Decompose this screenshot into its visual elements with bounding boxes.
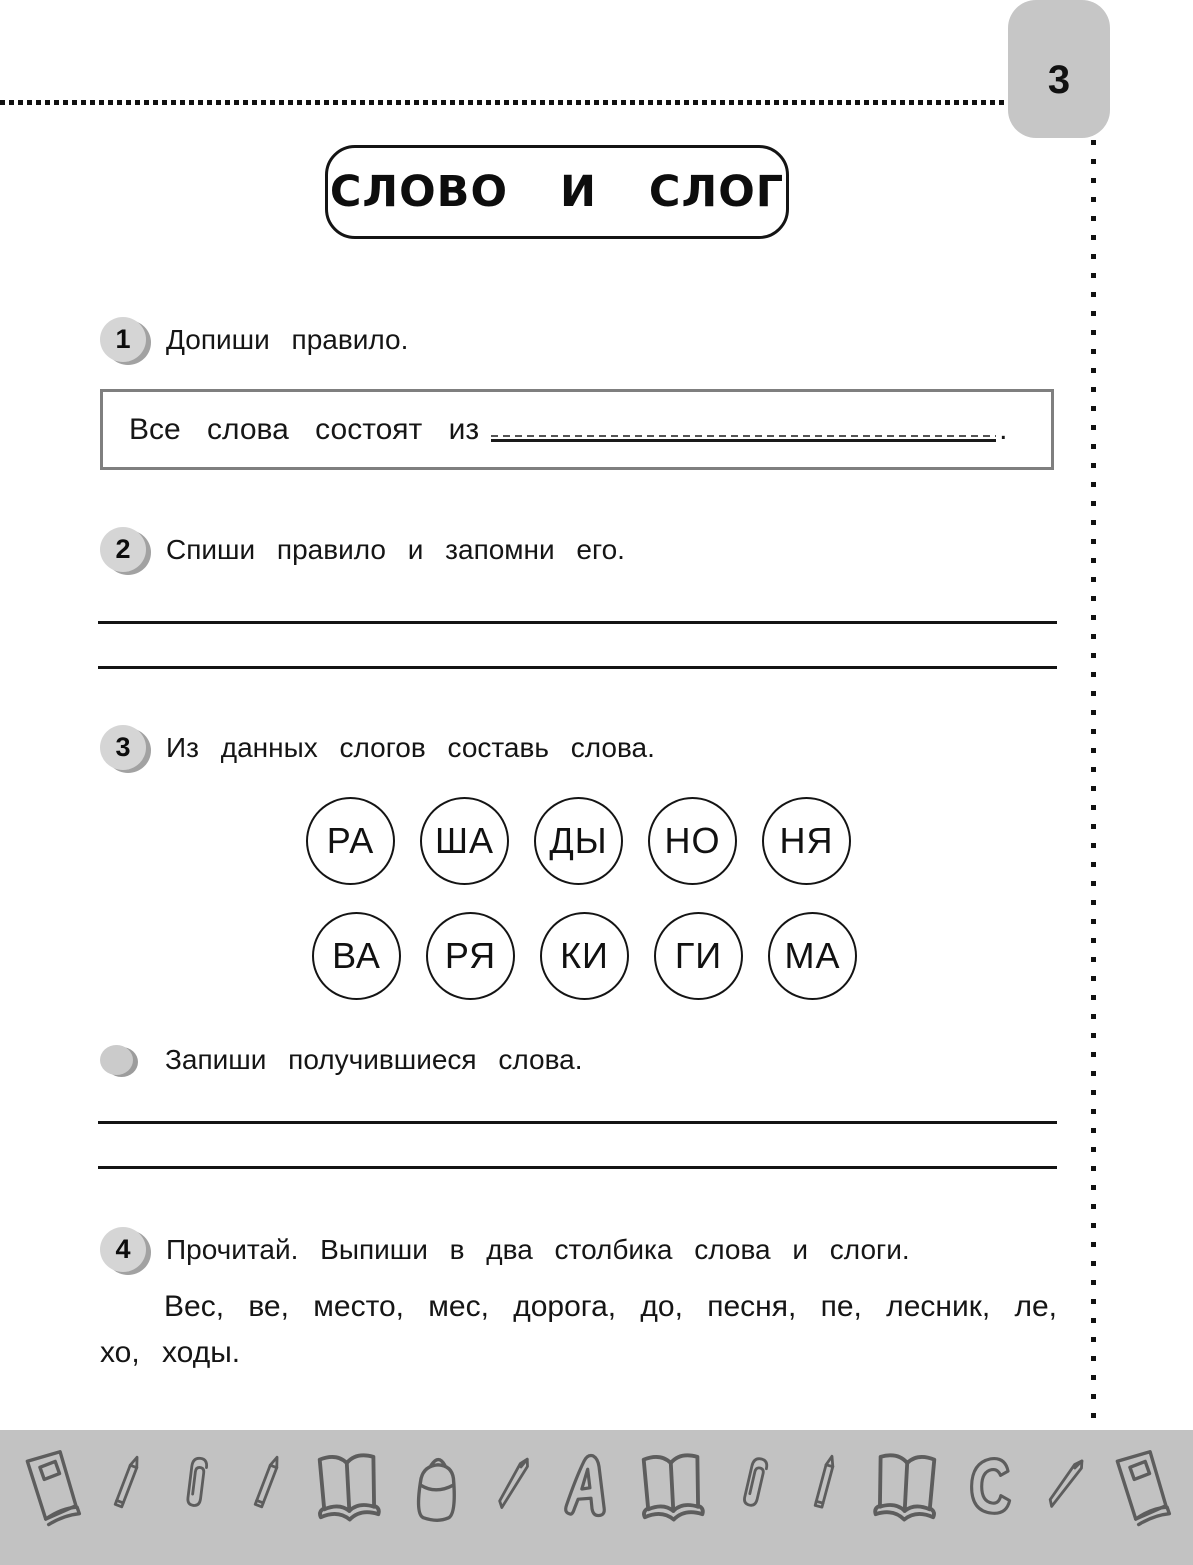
- letter-a-icon: [552, 1436, 621, 1535]
- footer-icon-strip: [0, 1430, 1193, 1565]
- open-book-icon: [306, 1436, 391, 1536]
- syllable-circles: [100, 797, 1057, 1000]
- pen-icon: [482, 1437, 543, 1536]
- letter-c-icon: [958, 1436, 1025, 1535]
- rule-blank-field[interactable]: [491, 418, 996, 442]
- page-number-tab: [1008, 0, 1110, 138]
- task-2-number: 2: [115, 534, 131, 564]
- task-3-badge: [100, 725, 146, 770]
- page-title-box: [325, 145, 789, 239]
- syllable-circle: НО: [648, 797, 737, 885]
- syllable-circle: РЯ: [426, 912, 515, 1000]
- pen-icon: [1034, 1437, 1095, 1536]
- syllable-row-2: [312, 912, 857, 1000]
- pencil-icon: [96, 1437, 157, 1536]
- syllable-circle: ГИ: [654, 912, 743, 1000]
- notebook-icon: [1104, 1436, 1177, 1535]
- task-2-header: [100, 527, 625, 572]
- task-4-header: [100, 1227, 910, 1272]
- syllable-circle: НЯ: [762, 797, 851, 885]
- writing-line[interactable]: [98, 1166, 1057, 1169]
- rule-text: Все слова состоят из: [129, 412, 480, 446]
- syllable-circle: МА: [768, 912, 857, 1000]
- task-1-instruction: Допиши правило.: [166, 323, 409, 355]
- task-4-badge: [100, 1227, 146, 1272]
- syllable-circle: ША: [420, 797, 509, 885]
- task-1-header: [100, 317, 408, 362]
- task-4-instruction: Прочитай. Выпиши в два столбика слова и слоги.: [166, 1233, 910, 1265]
- rule-box: [100, 389, 1054, 470]
- backpack-icon: [400, 1436, 473, 1535]
- pencil-icon: [236, 1437, 297, 1536]
- task-4-text-line-2: хо, ходы.: [100, 1336, 241, 1369]
- writing-line[interactable]: [98, 621, 1057, 624]
- syllable-circle: РА: [306, 797, 395, 885]
- pencil-icon: [794, 1437, 855, 1536]
- task-3-followup: [100, 1044, 582, 1076]
- cut-line-horizontal: [0, 100, 1007, 105]
- open-book-icon: [864, 1436, 949, 1536]
- paperclip-icon: [724, 1437, 785, 1536]
- task-1-number: 1: [115, 324, 131, 354]
- paperclip-icon: [166, 1437, 227, 1536]
- syllable-circle: ВА: [312, 912, 401, 1000]
- page-number: 3: [1047, 58, 1071, 102]
- task-2-badge: [100, 527, 146, 572]
- notebook-icon: [14, 1436, 87, 1535]
- syllable-circle: ДЫ: [534, 797, 623, 885]
- bullet-icon: [100, 1045, 133, 1075]
- task-3-header: [100, 725, 655, 770]
- syllable-circle: КИ: [540, 912, 629, 1000]
- rule-period: .: [999, 412, 1008, 446]
- task-4-text: [100, 1284, 1057, 1376]
- open-book-icon: [630, 1436, 715, 1536]
- page-title: СЛОВО И СЛОГ: [329, 167, 785, 217]
- task-3-instruction: Из данных слогов составь слова.: [166, 731, 655, 763]
- task-1-badge: [100, 317, 146, 362]
- task-3-number: 3: [115, 732, 131, 762]
- task-4-number: 4: [115, 1234, 131, 1264]
- writing-line[interactable]: [98, 666, 1057, 669]
- task-2-instruction: Спиши правило и запомни его.: [166, 533, 625, 565]
- writing-line[interactable]: [98, 1121, 1057, 1124]
- followup-instruction: Запиши получившиеся слова.: [165, 1044, 583, 1075]
- task-4-text-line-1: Вес, ве, место, мес, дорога, до, песня, пе, лесник, ле,: [164, 1290, 1057, 1323]
- syllable-row-1: [306, 797, 851, 885]
- cut-line-vertical: [1091, 140, 1096, 1428]
